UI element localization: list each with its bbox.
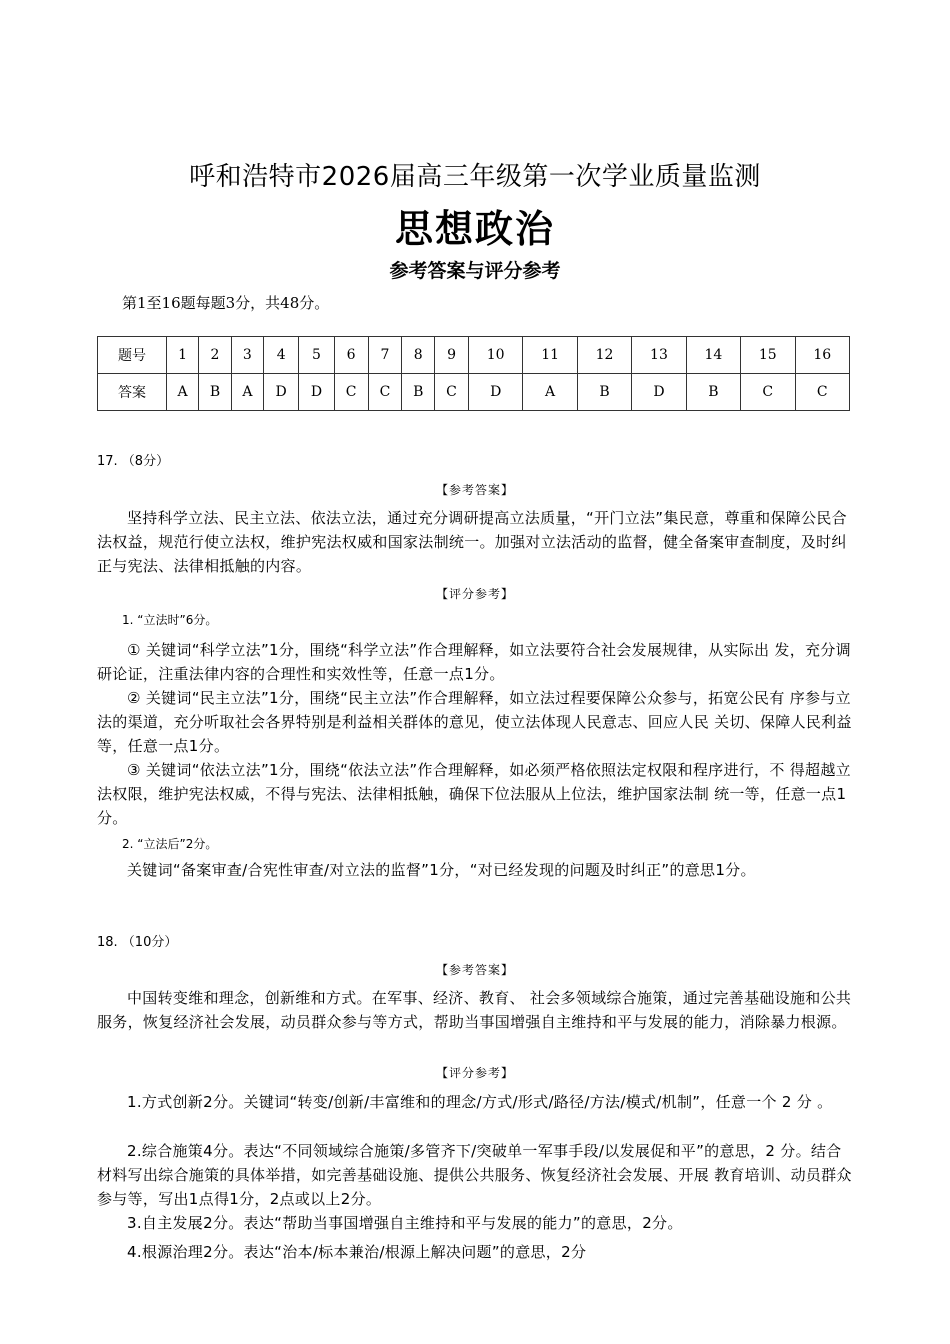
subject-title: 思想政治	[394, 207, 555, 251]
q17-item-1: 1. “立法时”6分。	[122, 613, 218, 627]
q17-reference-answer: 坚持科学立法、民主立法、依法立法，通过充分调研提高立法质量，“开门立法”集民意，尊重和保障公民合法权益，规范行使立法权，维护宪法权威和国家法制统一。加强对立法活动的监督，健全备案审查制度，及时纠正与宪法、法律相抵触的内容。	[97, 509, 847, 575]
q17-reference-tag: 【参考答案】	[435, 483, 514, 497]
table-cell: D	[263, 374, 298, 411]
subtitle: 参考答案与评分参考	[389, 260, 561, 282]
table-cell: A	[167, 374, 199, 411]
answer-table	[97, 336, 850, 411]
table-cell: B	[577, 374, 631, 411]
table-cell: 4	[263, 337, 298, 374]
q18-scoring-tag: 【评分参考】	[435, 1066, 514, 1080]
table-cell: 1	[167, 337, 199, 374]
scoring-intro: 第1至16题每题3分，共48分。	[122, 294, 330, 312]
question-number-row	[98, 337, 850, 374]
q17-heading: 17. （8分）	[97, 454, 170, 469]
table-cell: 13	[632, 337, 686, 374]
table-cell: B	[199, 374, 232, 411]
q18-point-1: 1.方式创新2分。关键词“转变/创新/丰富维和的理念/方式/形式/路径/方法/模式/机制”，任意一个 2 分 。	[127, 1093, 833, 1111]
table-cell: 6	[334, 337, 368, 374]
q18-reference-tag: 【参考答案】	[435, 963, 514, 977]
table-cell: 2	[199, 337, 232, 374]
q17-point-4: 关键词“备案审查/合宪性审查/对立法的监督”1分，“对已经发现的问题及时纠正”的意思1分。	[127, 861, 756, 879]
q18-point-2: 2.综合施策4分。表达“不同领域综合施策/多管齐下/突破单一军事手段/以发展促和平”的意思，2 分。结合材料写出综合施策的具体举措，如完善基础设施、提供公共服务、恢复经济社会发展、开展 教育培训、动员群众参与等，写出1点得1分，2点或以上2分。	[97, 1142, 852, 1208]
table-cell: 16	[795, 337, 850, 374]
table-cell: 11	[523, 337, 577, 374]
table-cell: B	[402, 374, 435, 411]
table-cell: A	[231, 374, 263, 411]
table-cell: 15	[741, 337, 795, 374]
table-cell: C	[435, 374, 469, 411]
table-cell: 9	[435, 337, 469, 374]
q18-point-4: 4.根源治理2分。表达“治本/标本兼治/根源上解决问题”的意思，2分	[127, 1243, 587, 1261]
table-cell: D	[468, 374, 522, 411]
row-label-number: 题号	[98, 337, 167, 374]
table-cell: A	[523, 374, 577, 411]
q18-reference-answer: 中国转变维和理念，创新维和方式。在军事、经济、教育、 社会多领域综合施策，通过完善基础设施和公共服务，恢复经济社会发展，动员群众参与等方式，帮助当事国增强自主维持和平与发展的能力，消除暴力根源。	[97, 989, 852, 1031]
table-cell: B	[686, 374, 740, 411]
table-cell: 3	[231, 337, 263, 374]
row-label-answer: 答案	[98, 374, 167, 411]
table-cell: D	[299, 374, 334, 411]
answer-row	[98, 374, 850, 411]
table-cell: 14	[686, 337, 740, 374]
table-cell: 8	[402, 337, 435, 374]
table-cell: 10	[468, 337, 522, 374]
table-cell: 12	[577, 337, 631, 374]
table-cell: 7	[368, 337, 402, 374]
q18-point-3: 3.自主发展2分。表达“帮助当事国增强自主维持和平与发展的能力”的意思，2分。	[127, 1214, 683, 1232]
table-cell: C	[741, 374, 795, 411]
table-cell: 5	[299, 337, 334, 374]
q17-point-3: ③ 关键词“依法立法”1分，围绕“依法立法”作合理解释，如必须严格依照法定权限和程序进行，不 得超越立法权限，维护宪法权威，不得与宪法、法律相抵触，确保下位法服从上位法，维护国家法制 统一等，任意一点1分。	[97, 761, 851, 827]
table-cell: D	[632, 374, 686, 411]
q18-heading: 18. （10分）	[97, 935, 178, 950]
q17-point-1: ① 关键词“科学立法”1分，围绕“科学立法”作合理解释，如立法要符合社会发展规律，从实际出 发，充分调研论证，注重法律内容的合理性和实效性等，任意一点1分。	[97, 641, 851, 683]
q17-point-2: ② 关键词“民主立法”1分，围绕“民主立法”作合理解释，如立法过程要保障公众参与，拓宽公民有 序参与立法的渠道，充分听取社会各界特别是利益相关群体的意见，使立法体现人民意志、回应人民 关切、保障人民利益等，任意一点1分。	[97, 689, 852, 755]
q17-item-2: 2. “立法后”2分。	[122, 837, 218, 851]
table-cell: C	[795, 374, 850, 411]
exam-title: 呼和浩特市2026届高三年级第一次学业质量监测	[189, 162, 761, 192]
table-cell: C	[334, 374, 368, 411]
table-cell: C	[368, 374, 402, 411]
q17-scoring-tag: 【评分参考】	[435, 587, 514, 601]
